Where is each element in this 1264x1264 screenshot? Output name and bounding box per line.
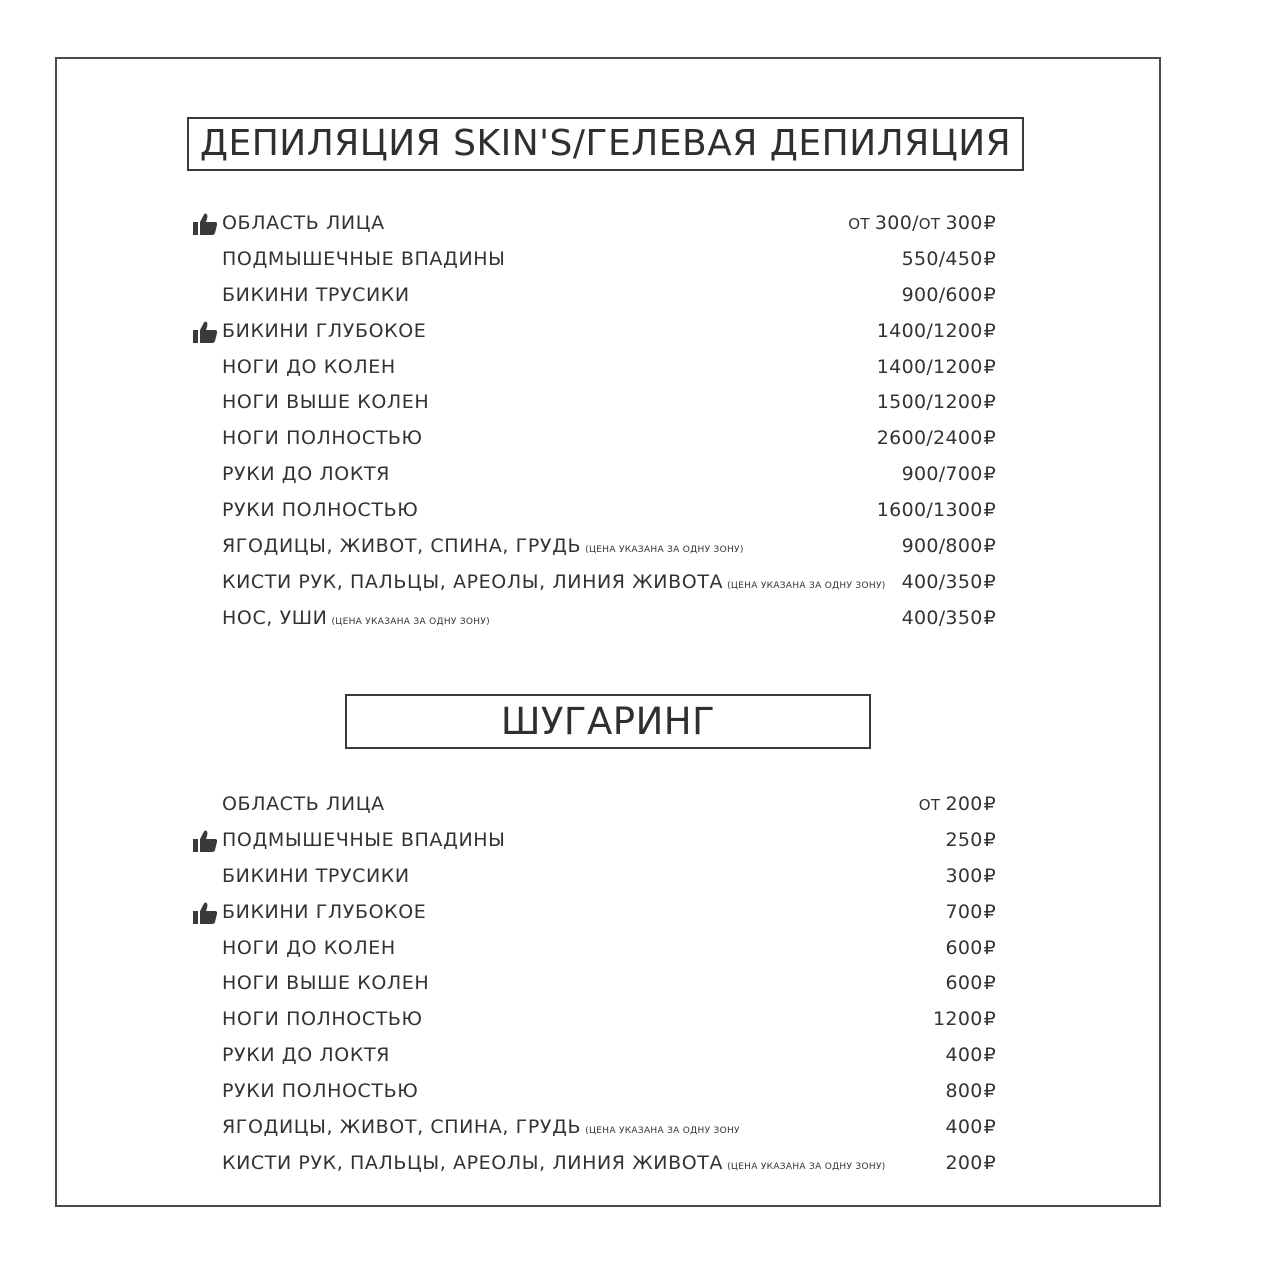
service-name	[222, 1146, 886, 1186]
thumbs-up-icon	[193, 321, 218, 343]
price-value: 700	[945, 900, 983, 923]
price-row	[190, 601, 1000, 637]
currency-symbol: ₽	[983, 936, 996, 959]
currency-symbol: ₽	[983, 864, 996, 887]
price-value: 200	[945, 1151, 983, 1174]
price-value: 200	[945, 793, 983, 815]
service-name-text: БИКИНИ ГЛУБОКОЕ	[222, 900, 427, 923]
currency-symbol: ₽	[983, 1044, 996, 1067]
service-price	[919, 787, 996, 824]
service-name	[222, 966, 429, 1002]
service-name-text: НОГИ ДО КОЛЕН	[222, 936, 396, 959]
price-row	[190, 1074, 1000, 1110]
service-price	[902, 242, 996, 278]
price-list-depilation	[190, 206, 1000, 637]
price-value: 1400/1200	[876, 355, 983, 378]
service-note: (ЦЕНА УКАЗАНА ЗА ОДНУ ЗОНУ)	[585, 545, 744, 556]
currency-symbol: ₽	[983, 1008, 996, 1031]
service-name-text: ЯГОДИЦЫ, ЖИВОТ, СПИНА, ГРУДЬ	[222, 1116, 582, 1139]
price-value: 300	[945, 212, 983, 234]
price-value: 1400/1200	[876, 319, 983, 342]
currency-symbol: ₽	[983, 391, 996, 414]
price-row	[190, 242, 1000, 278]
service-price	[902, 278, 996, 314]
service-price	[877, 385, 996, 421]
service-price	[902, 601, 996, 637]
service-name	[222, 823, 506, 859]
service-name	[222, 206, 385, 242]
price-value: 900/700	[901, 463, 983, 486]
service-name-text: ОБЛАСТЬ ЛИЦА	[222, 212, 385, 234]
service-price	[945, 1146, 996, 1182]
thumbs-up-icon	[193, 213, 218, 235]
price-row	[190, 350, 1000, 386]
service-price	[877, 350, 996, 386]
service-price	[902, 565, 996, 601]
service-name	[222, 421, 423, 457]
service-name	[222, 278, 410, 314]
price-value: 300	[945, 864, 983, 887]
price-value: 900/800	[901, 535, 983, 558]
service-name	[222, 1038, 390, 1074]
service-name-text: ПОДМЫШЕЧНЫЕ ВПАДИНЫ	[222, 828, 506, 851]
price-row	[190, 1038, 1000, 1074]
service-name-text: КИСТИ РУК, ПАЛЬЦЫ, АРЕОЛЫ, ЛИНИЯ ЖИВОТА	[222, 570, 724, 593]
price-value: 250	[945, 828, 983, 851]
service-name	[222, 1110, 740, 1150]
currency-symbol: ₽	[983, 900, 996, 923]
service-name	[222, 787, 385, 823]
service-name	[222, 859, 410, 895]
service-price	[933, 1002, 996, 1038]
service-name	[222, 895, 426, 931]
price-value: 400/350	[901, 570, 983, 593]
price-value: 400/350	[901, 606, 983, 629]
service-name-text: КИСТИ РУК, ПАЛЬЦЫ, АРЕОЛЫ, ЛИНИЯ ЖИВОТА	[222, 1151, 724, 1174]
currency-symbol: ₽	[983, 283, 996, 306]
currency-symbol: ₽	[983, 972, 996, 995]
service-price	[945, 1038, 996, 1074]
service-price	[945, 931, 996, 967]
service-name	[222, 565, 886, 605]
service-price	[902, 457, 996, 493]
currency-symbol: ₽	[983, 1151, 996, 1174]
service-name	[222, 1002, 423, 1038]
service-name-text: ПОДМЫШЕЧНЫЕ ВПАДИНЫ	[222, 247, 506, 270]
thumbs-up-icon	[193, 902, 218, 924]
price-row	[190, 823, 1000, 859]
service-price	[945, 1074, 996, 1110]
service-name-text: БИКИНИ ТРУСИКИ	[222, 864, 410, 887]
price-prefix: ОТ	[918, 215, 946, 233]
currency-symbol: ₽	[983, 319, 996, 342]
section-title-sugaring: ШУГАРИНГ	[345, 694, 871, 749]
service-name	[222, 457, 390, 493]
service-price	[902, 529, 996, 565]
service-name-text: ЯГОДИЦЫ, ЖИВОТ, СПИНА, ГРУДЬ	[222, 535, 582, 558]
price-row	[190, 895, 1000, 931]
currency-symbol: ₽	[983, 570, 996, 593]
currency-symbol: ₽	[983, 427, 996, 450]
service-price	[877, 421, 996, 457]
service-price	[945, 966, 996, 1002]
price-row	[190, 493, 1000, 529]
price-value: 2600/2400	[876, 427, 983, 450]
price-row	[190, 529, 1000, 565]
price-value: 400	[945, 1044, 983, 1067]
service-price	[877, 493, 996, 529]
price-value: 600	[945, 972, 983, 995]
price-row	[190, 1146, 1000, 1182]
service-name	[222, 314, 426, 350]
service-name-text: БИКИНИ ТРУСИКИ	[222, 283, 410, 306]
service-name	[222, 242, 506, 278]
currency-symbol: ₽	[983, 247, 996, 270]
price-row	[190, 421, 1000, 457]
thumbs-up-icon	[193, 830, 218, 852]
service-name	[222, 1074, 418, 1110]
currency-symbol: ₽	[983, 212, 996, 234]
price-row	[190, 966, 1000, 1002]
price-row	[190, 206, 1000, 242]
price-row	[190, 931, 1000, 967]
price-row	[190, 457, 1000, 493]
price-value: 800	[945, 1080, 983, 1103]
service-name	[222, 529, 744, 569]
service-note: (ЦЕНА УКАЗАНА ЗА ОДНУ ЗОНУ)	[727, 1161, 886, 1172]
price-value: 400	[945, 1116, 983, 1139]
currency-symbol: ₽	[983, 793, 996, 815]
price-value: 1500/1200	[876, 391, 983, 414]
service-name	[222, 601, 490, 641]
price-value: 550/450	[901, 247, 983, 270]
service-name	[222, 493, 418, 529]
price-row	[190, 1002, 1000, 1038]
price-value: 300/	[874, 212, 919, 234]
price-prefix: ОТ	[848, 215, 875, 233]
price-row	[190, 787, 1000, 823]
price-row	[190, 278, 1000, 314]
service-name	[222, 350, 396, 386]
service-price	[945, 1110, 996, 1146]
service-name-text: БИКИНИ ГЛУБОКОЕ	[222, 319, 427, 342]
price-row	[190, 314, 1000, 350]
service-name-text: НОГИ ПОЛНОСТЬЮ	[222, 427, 423, 450]
currency-symbol: ₽	[983, 463, 996, 486]
currency-symbol: ₽	[983, 1080, 996, 1103]
price-value: 900/600	[901, 283, 983, 306]
service-name	[222, 931, 396, 967]
price-row	[190, 565, 1000, 601]
service-name-text: НОС, УШИ	[222, 606, 328, 629]
price-prefix: ОТ	[918, 796, 946, 814]
price-row	[190, 385, 1000, 421]
service-name	[222, 385, 429, 421]
service-name-text: НОГИ ВЫШЕ КОЛЕН	[222, 972, 430, 995]
service-price	[945, 823, 996, 859]
service-note: (ЦЕНА УКАЗАНА ЗА ОДНУ ЗОНУ	[585, 1126, 740, 1137]
section-title-depilation: ДЕПИЛЯЦИЯ SKIN'S/ГЕЛЕВАЯ ДЕПИЛЯЦИЯ	[187, 117, 1024, 171]
service-note: (ЦЕНА УКАЗАНА ЗА ОДНУ ЗОНУ)	[331, 616, 490, 627]
service-name-text: РУКИ ПОЛНОСТЬЮ	[222, 499, 419, 522]
service-name-text: ОБЛАСТЬ ЛИЦА	[222, 793, 385, 815]
service-price	[945, 859, 996, 895]
price-value: 1600/1300	[876, 499, 983, 522]
currency-symbol: ₽	[983, 535, 996, 558]
currency-symbol: ₽	[983, 828, 996, 851]
price-row	[190, 1110, 1000, 1146]
price-list-sugaring	[190, 787, 1000, 1182]
service-price	[848, 206, 996, 243]
price-value: 600	[945, 936, 983, 959]
currency-symbol: ₽	[983, 499, 996, 522]
currency-symbol: ₽	[983, 1116, 996, 1139]
service-name-text: РУКИ ПОЛНОСТЬЮ	[222, 1080, 419, 1103]
currency-symbol: ₽	[983, 606, 996, 629]
service-name-text: НОГИ ДО КОЛЕН	[222, 355, 396, 378]
service-note: (ЦЕНА УКАЗАНА ЗА ОДНУ ЗОНУ)	[727, 580, 886, 591]
service-price	[877, 314, 996, 350]
service-name-text: НОГИ ВЫШЕ КОЛЕН	[222, 391, 430, 414]
service-price	[945, 895, 996, 931]
price-value: 1200	[933, 1008, 983, 1031]
service-name-text: НОГИ ПОЛНОСТЬЮ	[222, 1008, 423, 1031]
price-row	[190, 859, 1000, 895]
currency-symbol: ₽	[983, 355, 996, 378]
service-name-text: РУКИ ДО ЛОКТЯ	[222, 1044, 390, 1067]
service-name-text: РУКИ ДО ЛОКТЯ	[222, 463, 390, 486]
